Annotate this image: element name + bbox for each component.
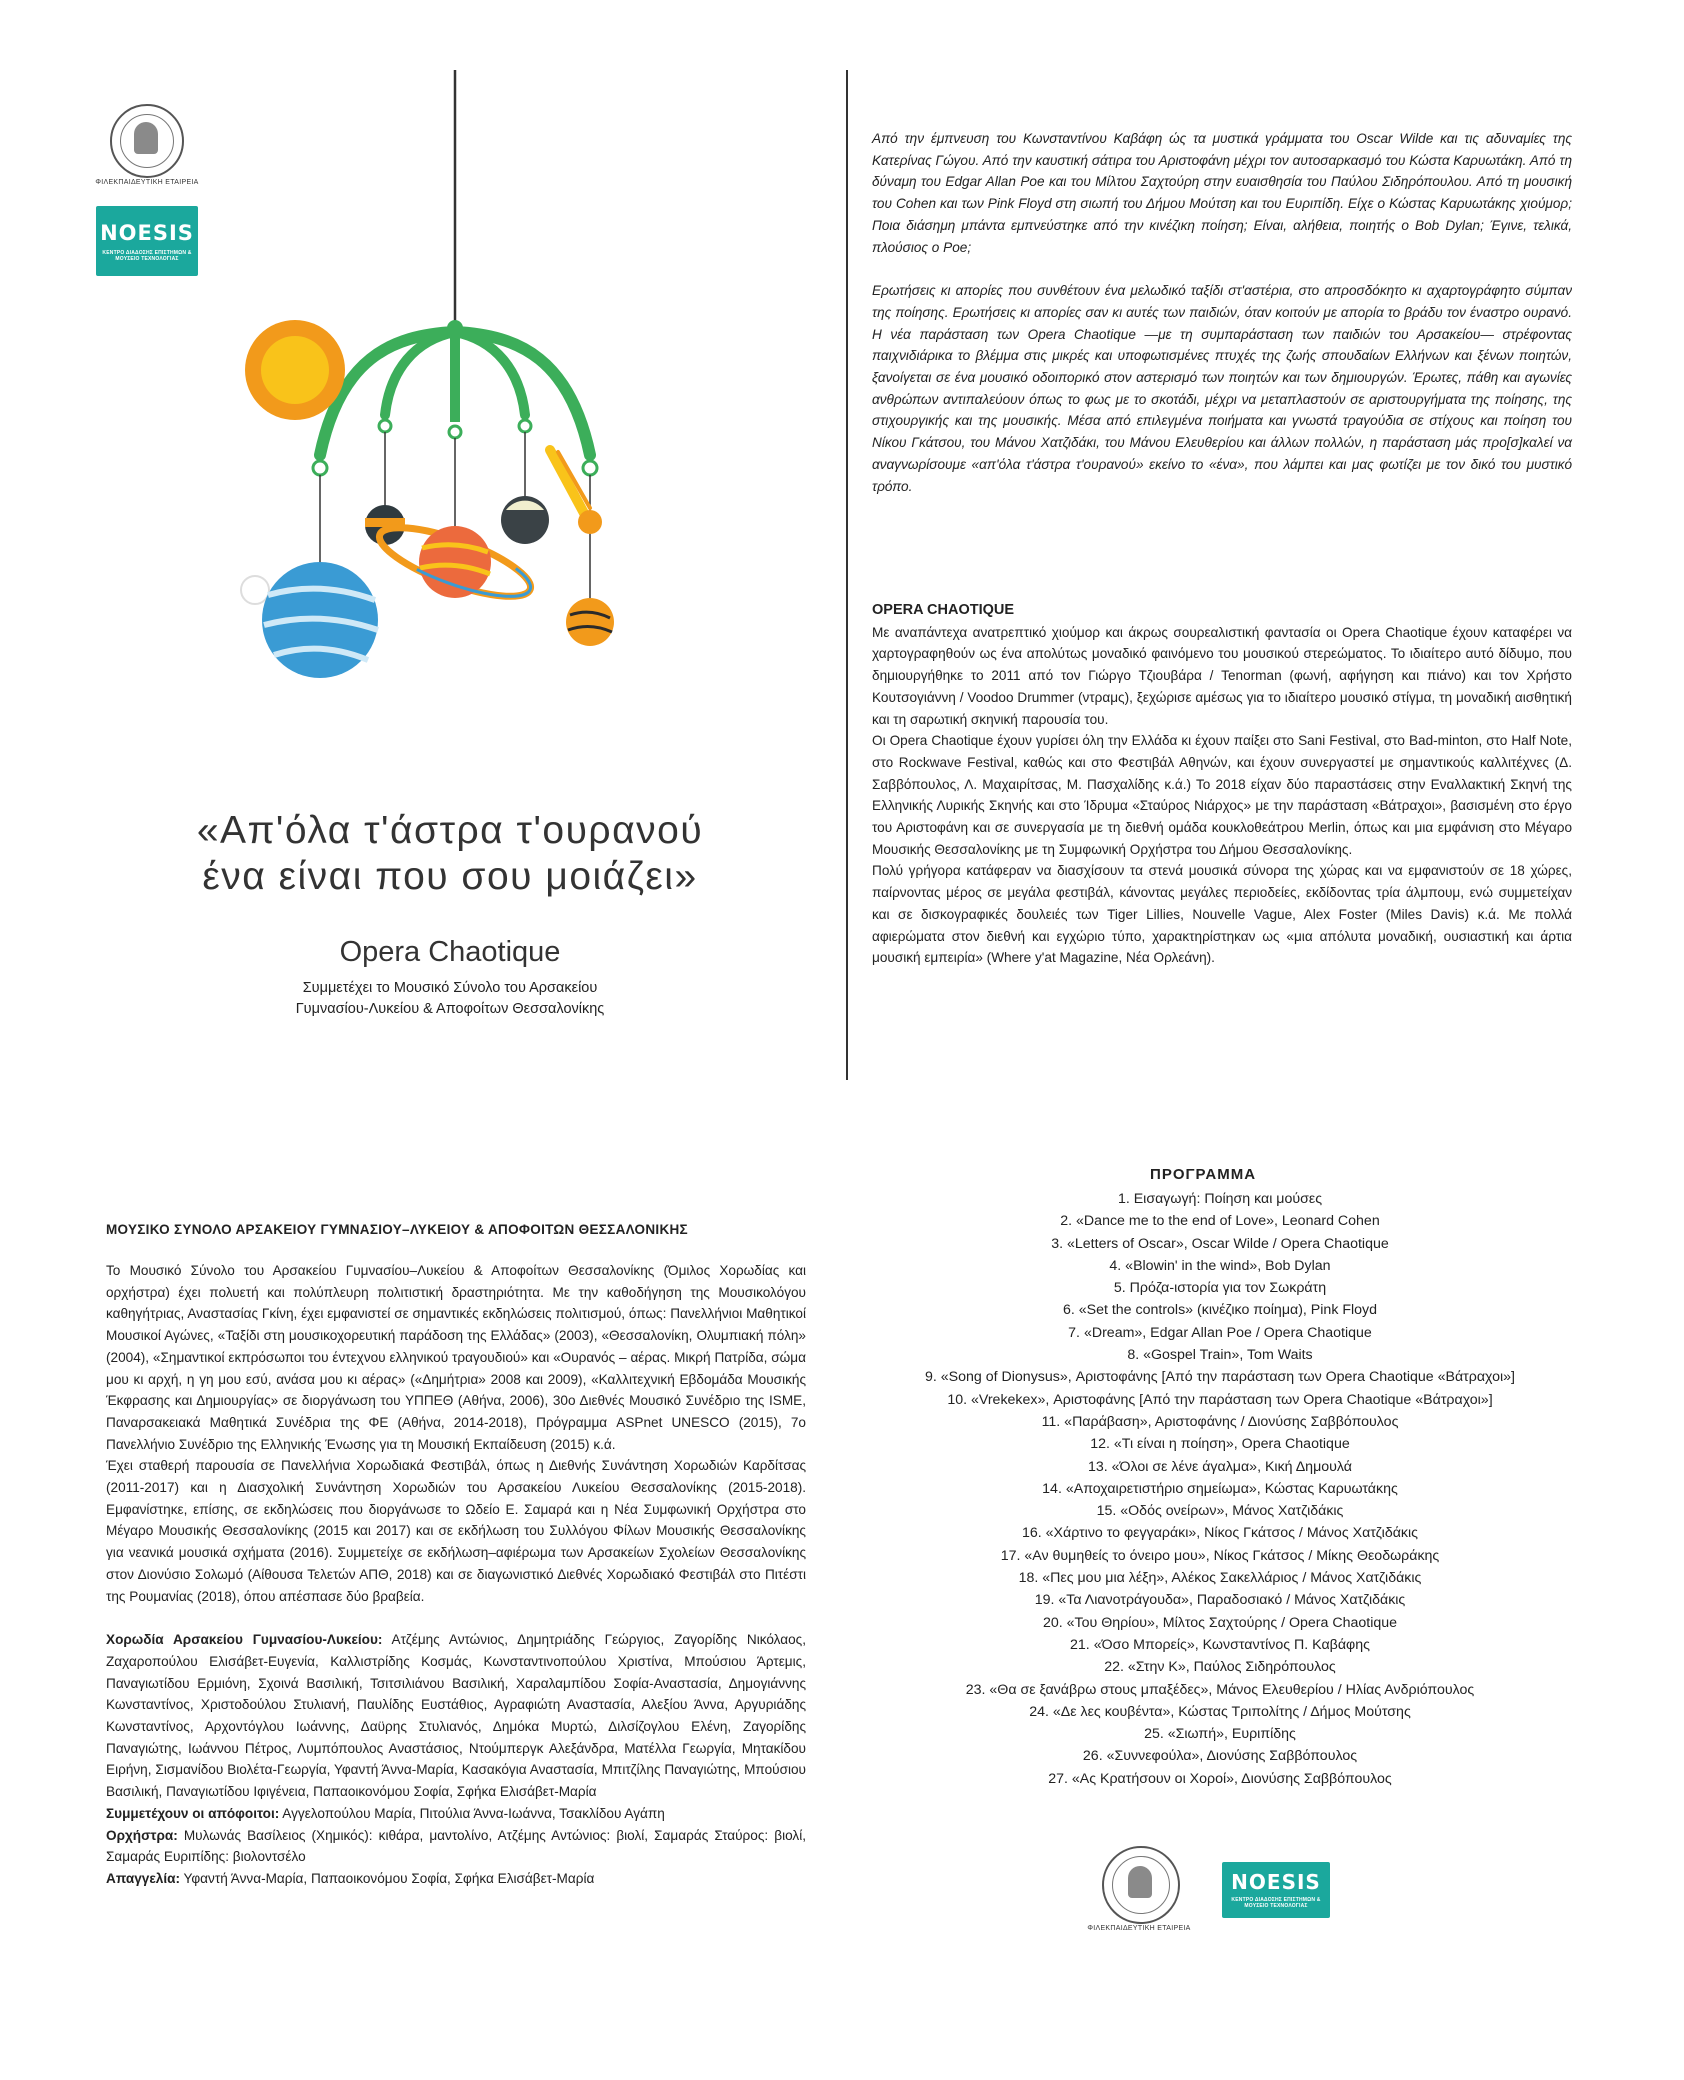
- sun-icon: [245, 320, 345, 420]
- participation-line2: Γυμνασίου-Λυκείου & Αποφοίτων Θεσσαλονίκης: [295, 1001, 605, 1017]
- ensemble-paragraph-1: Το Μουσικό Σύνολο του Αρσακείου Γυμνασίου–Λυκείου & Αποφοίτων Θεσσαλονίκης (Όμιλος Χορωδίας και ορχήστρα) έχει πολυετή και πολύπλευρη πολιτιστική δραστηριότητα. Με την καθοδήγηση της Μουσικολόγου καθηγήτριας, Αναστασίας Γκίνη, έχει εμφανιστεί σε σημαντικές εκδηλώσεις πολιτισμού, όπως: Πανελλήνιοι Μαθητικοί Μουσικοί Αγώνες, «Ταξίδι στη μουσικοχορευτική παράδοση της Ελλάδας» (2003), «Θεσσαλονίκη, Ολυμπιακή πόλη» (2004), «Σημαντικοί εκπρόσωποι του έντεχνου ελληνικού τραγουδιού» και «Ουρανός – αέρας. Μικρή Πατρίδα, σώμα μου κι αρχή, η γη μου εσύ, ανάσα μου κι αέρας» («Δημήτρια» 2008 και 2009), «Καλλιτεχνική Εβδομάδα Μουσικής Έκφρασης και Δημιουργίας» σε διοργάνωση του ΥΠΠΕΘ (Αθήνα, 2006), 30ο Διεθνές Μουσικό Συνέδριο της ISME, Παναρσακειακά Μαθητικά Συνέδρια της ΦΕ (Αθήνα, 2014-2018), Πρόγραμμα ASPnet UNESCO (2015), 7ο Πανελλήνιο Συνέδριο της Ελληνικής Ένωσης για τη Μουσική Εκπαίδευση (2015) κ.ά.: [106, 1263, 806, 1452]
- programme-item: 2. «Dance me to the end of Love», Leonard Cohen: [1060, 1213, 1380, 1230]
- event-title-line1: «Απ'όλα τ'άστρα τ'ουρανού: [196, 809, 704, 852]
- programme-item: 1. Εισαγωγή: Ποίηση και μούσες: [1117, 1191, 1323, 1207]
- programme-item: 19. «Τα Λιανοτράγουδα», Παραδοσιακό / Μάνος Χατζιδάκις: [1034, 1592, 1406, 1609]
- choir-names: Ατζέμης Αντώνιος, Δημητριάδης Γεώργιος, Ζαγορίδης Νικόλαος, Ζαχαροπούλου Ελισάβετ-Ευγενία, Καλλιστρίδης Κοσμάς, Κωνσταντινοπούλου Χριστίνα, Μπούσιου Άρτεμις, Παναγιωτίδου Ερμιόνη, Σχοινά Βασιλική, Τσιτσιλιάνου Βασιλική, Χαραλαμπίδου Σοφία-Αναστασία, Δημογιάννης Κωνσταντίνος, Χριστοδούλου Στυλιανή, Παυλίδης Ευστάθιος, Αγραφιώτη Αναστασία, Αλεξίου Άννα, Αργυριάδης Κωνσταντίνος, Αρχοντόγλου Ιωάννης, Δαϋρης Στυλιανός, Δημόκα Μυρτώ, Διλσίζογλου Ελένη, Ζαγορίδης Παναγιώτης, Ιωάννου Πέτρος, Λυμπόπουλος Αναστάσιος, Ντούμπεργκ Αλεξάνδρα, Ματέλλα Γεωργία, Μητακίδου Ειρήνη, Σισμανίδου Βιολέτα-Γεωργία, Υφαντή Άννα-Μαρία, Κασακόγια Αναστασία, Μπιτζίλης Παναγιώτης, Μπούσιου Βασιλική, Παναγιωτίδου Ιφιγένεια, Παπαοικονόμου Σοφία, Σφήκα Ελισάβετ-Μαρία: [106, 1632, 806, 1800]
- programme-title: ΠΡΟΓΡΑΜΜΑ: [1150, 1166, 1257, 1183]
- programme-item: 18. «Πες μου μια λέξη», Αλέκος Σακελλάριος / Μάνος Χατζιδάκις: [1018, 1570, 1422, 1587]
- philekpaideftiki-seal-logo: [110, 104, 184, 178]
- noesis-subtitle: ΚΕΝΤΡΟ ΔΙΑΔΟΣΗΣ ΕΠΙΣΤΗΜΩΝ & ΜΟΥΣΕΙΟ ΤΕΧΝΟΛΟΓΙΑΣ: [102, 250, 192, 262]
- column-divider: [846, 70, 848, 1080]
- event-title-line2: ένα είναι που σου μοιάζει»: [202, 855, 698, 898]
- opera-chaotique-section: [872, 600, 1572, 969]
- programme-list: [840, 1188, 1600, 1790]
- choir-credits: [106, 1629, 806, 1803]
- programme-item: 11. «Παράβαση», Αριστοφάνης / Διονύσης Σαββόπουλος: [1041, 1413, 1399, 1430]
- recital-names: Υφαντή Άννα-Μαρία, Παπαοικονόμου Σοφία, Σφήκα Ελισάβετ-Μαρία: [180, 1870, 595, 1886]
- alumni-names: Αγγελοπούλου Μαρία, Πιτούλια Άννα-Ιωάννα, Τσακλίδου Αγάπη: [279, 1805, 665, 1821]
- recital-credits: [106, 1868, 806, 1890]
- programme-item: 16. «Χάρτινο το φεγγαράκι», Νίκος Γκάτσος / Μάνος Χατζιδάκις: [1021, 1525, 1419, 1542]
- moon-planet-icon: [501, 496, 549, 544]
- noesis-logo-bottom: [1222, 1862, 1330, 1918]
- programme-item: 20. «Του Θηρίου», Μίλτος Σαχτούρης / Opera Chaotique: [1042, 1614, 1398, 1631]
- programme-item: 6. «Set the controls» (κινέζικο ποίημα), Pink Floyd: [1062, 1302, 1378, 1319]
- alumni-credits: [106, 1803, 806, 1825]
- seal-caption-bottom: ΦΙΛΕΚΠΑΙΔΕΥΤΙΚΗ ΕΤΑΙΡΕΙΑ: [1087, 1925, 1191, 1932]
- philekpaideftiki-seal-logo-bottom: [1102, 1846, 1180, 1924]
- noesis-name: NOESIS: [100, 221, 194, 245]
- programme-item: 12. «Τι είναι η ποίηση», Opera Chaotique: [1090, 1436, 1350, 1453]
- programme-item: 7. «Dream», Edgar Allan Poe / Opera Chaotique: [1068, 1324, 1372, 1341]
- programme-item: 9. «Song of Dionysus», Αριστοφάνης [Από την παράσταση των Opera Chaotique «Βάτραχοι»]: [925, 1369, 1515, 1386]
- programme-item: 26. «Συννεφούλα», Διονύσης Σαββόπουλος: [1082, 1748, 1358, 1765]
- opera-paragraph-3: Πολύ γρήγορα κατάφεραν να διασχίσουν τα στενά μουσικά σύνορα της χώρας και να εμφανιστούν σε 18 χώρες, παίρνοντας μέρος σε μεγάλα φεστιβάλ, κάνοντας μεγάλες περιοδείες, εκδίδοντας τρία άλμπουμ, ενώ συμμετείχαν και σε δισκογραφικές δουλειές των Tiger Lillies, Nouvelle Vague, Alex Foster (Miles Davis) κ.ά. Με πολλά αφιερώματα στον διεθνή και εγχώριο τύπο, χαρακτηρίστηκαν ως «μια απόλυτα μοναδική, ουσιαστική και άρτια μουσική εμπειρία» (Where y'at Magazine, Νέα Ορλεάνη).: [872, 863, 1572, 966]
- orchestra-credits: [106, 1825, 806, 1868]
- opera-paragraph-2: Οι Opera Chaotique έχουν γυρίσει όλη την Ελλάδα κι έχουν παίξει στο Sani Festival, στο Bad-minton, στο Half Note, στο Rockwave Festival, καθώς και στο Φεστιβάλ Αθηνών, και έχουν συνεργαστεί με σημαντικούς καλλιτέχνες (Δ. Σαββόπουλος, Λ. Μαχαιρίτσας, Μ. Πασχαλίδης κ.ά.) Το 2018 είχαν δύο παραστάσεις στην Εναλλακτική Σκηνή της Ελληνικής Λυρικής Σκηνής και στο Ίδρυμα «Σταύρος Νιάρχος» με την παράσταση «Βάτραχοι», βασισμένη στο έργο του Αριστοφάνη και σε συνεργασία με τη διεθνή ομάδα κουκλοθεάτρου Merlin, όπως και μια εμφάνιση στο Μέγαρο Μουσικής Θεσσαλονίκης με τη Συμφωνική Ορχήστρα του Δήμου Θεσσαλονίκης.: [872, 733, 1572, 857]
- programme-item: 13. «Όλοι σε λένε άγαλμα», Κική Δημουλά: [1088, 1458, 1352, 1475]
- programme-item: 5. Πρόζα-ιστορία για τον Σωκράτη: [1113, 1280, 1327, 1297]
- programme-item: 23. «Θα σε ξανάβρω στους μπαξέδες», Μάνος Ελευθερίου / Ηλίας Ανδριόπουλος: [965, 1681, 1475, 1698]
- participation-line1: Συμμετέχει το Μουσικό Σύνολο του Αρσακείου: [302, 980, 598, 996]
- noesis-subtitle-bottom: ΚΕΝΤΡΟ ΔΙΑΔΟΣΗΣ ΕΠΙΣΤΗΜΩΝ & ΜΟΥΣΕΙΟ ΤΕΧΝΟΛΟΓΙΑΣ: [1231, 1897, 1321, 1909]
- programme-item: 15. «Οδός ονείρων», Μάνος Χατζιδάκις: [1096, 1503, 1344, 1520]
- noesis-logo: [96, 206, 198, 276]
- programme-item: 10. «Vrekekex», Αριστοφάνης [Από την παράσταση των Opera Chaotique «Βάτραχοι»]: [947, 1391, 1493, 1408]
- seal-caption: ΦΙΛΕΚΠΑΙΔΕΥΤΙΚΗ ΕΤΑΙΡΕΙΑ: [95, 179, 199, 186]
- ensemble-title: ΜΟΥΣΙΚΟ ΣΥΝΟΛΟ ΑΡΣΑΚΕΙΟΥ ΓΥΜΝΑΣΙΟΥ–ΛΥΚΕΙΟΥ & ΑΠΟΦΟΙΤΩΝ ΘΕΣΣΑΛΟΝΙΚΗΣ: [106, 1222, 688, 1237]
- programme-item: 22. «Στην Κ», Παύλος Σιδηρόπουλος: [1104, 1659, 1336, 1676]
- noesis-name-bottom: NOESIS: [1231, 1870, 1321, 1894]
- programme-item: 8. «Gospel Train», Tom Waits: [1127, 1347, 1313, 1364]
- programme-item: 24. «Δε λες κουβέντα», Κώστας Τριπολίτης / Δήμος Μούτσης: [1029, 1703, 1411, 1720]
- blue-planet-icon: [241, 562, 378, 678]
- orchestra-names: Μυλωνάς Βασίλειος (Χημικός): κιθάρα, μαντολίνο, Ατζέμης Αντώνιος: βιολί, Σαμαράς Σταύρος: βιολί, Σαμαράς Ευριπίδης: βιολοντσέλο: [106, 1827, 806, 1865]
- intro-paragraph-2: Ερωτήσεις κι απορίες που συνθέτουν ένα μελωδικό ταξίδι στ'αστέρια, στο απροσδόκητο κι αχαρτογράφητο σύμπαν της ποίησης. Ερωτήσεις κι απορίες σαν κι αυτές των παιδιών, όταν κοιτούν με απορία το βράδυ τον έναστρο ουρανό. Η νέα παράσταση των Opera Chaotique —με τη συμπαράσταση των παιδιών του Αρσακείου— στρέφοντας παιχνιδιάρικα το βλέμμα στις μικρές και υποφωτισμένες πτυχές της ζωής σπουδαίων Ελλήνων και ξένων ποιητών, ξανοίγεται σε ένα μουσικό οδοιπορικό στον αστερισμό των ποιητών και των δημιουργών. Έρωτες, πάθη και αγωνίες ανθρώπων αντιπαλεύουν όπως το φως με το σκοτάδι, μέχρι να μεταπλαστούν σε αριστουργήματα της ποίησης, της στιχουργικής και της μουσικής. Μέσα από επιλεγμένα ποιήματα και γνωστά τραγούδια σε στίχους και ποίηση του Νίκου Γκάτσου, του Μάνου Χατζιδάκι, του Μάνου Ελευθερίου και άλλων πολλών, η παράσταση μάς προ[σ]καλεί να αναγνωρίσουμε «απ'όλα τ'άστρα τ'ουρανού» εκείνο το «ένα», που λάμπει και μας φωτίζει με τον δικό του μυστικό τρόπο.: [872, 283, 1572, 494]
- programme-item: 25. «Σιωπή», Ευριπίδης: [1144, 1726, 1296, 1743]
- ensemble-section: [106, 1260, 806, 1890]
- recital-label: Απαγγελία:: [106, 1870, 180, 1886]
- planet-mobile-illustration: [240, 70, 760, 710]
- alumni-label: Συμμετέχουν οι απόφοιτοι:: [106, 1805, 280, 1821]
- programme-item: 21. «Όσο Μπορείς», Κωνσταντίνος Π. Καβάφης: [1070, 1636, 1370, 1653]
- ensemble-paragraph-2: Έχει σταθερή παρουσία σε Πανελλήνια Χορωδιακά Φεστιβάλ, όπως η Διεθνής Συνάντηση Χορωδιών Καρδίτσας (2011-2017) και η Διασχολική Συνάντηση Χορωδιών του Αρσακείου Λυκείου Θεσσαλονίκης (2015-2018). Εμφανίστηκε, επίσης, σε εκδηλώσεις που διοργάνωσε το Ωδείο Ε. Σαμαρά και η Νέα Συμφωνική Ορχήστρα στο Μέγαρο Μουσικής Θεσσαλονίκης (2015 και 2017) και σε εκδήλωση του Συλλόγου Φίλων Μουσικής Θεσσαλονίκης για νεανικά μουσικά σχήματα (2016). Συμμετείχε σε εκδήλωση–αφιέρωμα των Αρσακείων Σχολείων Θεσσαλονίκης στον Διονύσιο Σολωμό (Αίθουσα Τελετών ΑΠΘ, 2018) και σε διαγωνιστικό Διεθνές Χορωδιακό Φεστιβάλ στο Πιτέστι της Ρουμανίας (2018), όπου απέσπασε δύο βραβεία.: [106, 1458, 806, 1604]
- programme-item: 27. «Ας Κρατήσουν οι Χοροί», Διονύσης Σαββόπουλος: [1048, 1770, 1392, 1787]
- choir-label: Χορωδία Αρσακείου Γυμνασίου-Λυκείου:: [106, 1632, 383, 1648]
- programme-item: 3. «Letters of Oscar», Oscar Wilde / Opera Chaotique: [1051, 1235, 1389, 1252]
- orange-planet-icon: [566, 598, 614, 646]
- intro-paragraph-1: Από την έμπνευση του Κωνσταντίνου Καβάφη ώς τα μυστικά γράμματα του Oscar Wilde και τις αδυναμίες της Κατερίνας Γώγου. Από την καυστική σάτιρα του Αριστοφάνη μέχρι τον αυτοσαρκασμό του Κώστα Καρυωτάκη. Από τη δύναμη του Edgar Allan Poe και του Μίλτου Σαχτούρη στην ευαισθησία του Παύλου Σιδηρόπουλου. Από τη μουσική του Cohen και των Pink Floyd στη σιωπή του Δήμου Μούτση και του Ευριπίδη. Είχε ο Κώστας Καρυωτάκης χιούμορ; Ποια διάσημη μπάντα εμπνεύστηκε από την κινέζικη ποίηση; Είναι, αλήθεια, ποιητής ο Bob Dylan; Έγινε, τελικά, πλούσιος ο Poe;: [872, 131, 1572, 255]
- opera-chaotique-heading: OPERA CHAOTIQUE: [872, 602, 1015, 618]
- programme-item: 17. «Αν θυμηθείς το όνειρο μου», Νίκος Γκάτσος / Μίκης Θεοδωράκης: [1000, 1547, 1440, 1564]
- programme-item: 14. «Αποχαιρετιστήριο σημείωμα», Κώστας Καρυωτάκης: [1042, 1480, 1398, 1497]
- intro-section: [872, 128, 1572, 497]
- opera-paragraph-1: Με αναπάντεχα ανατρεπτικό χιούμορ και άκρως σουρεαλιστική φαντασία οι Opera Chaotique έχουν καταφέρει να χαρτογραφηθούν ως ένα απολύτως μοναδικό φαινόμενο του μουσικού στερεώματος. Το ιδιαίτερο αυτό δίδυμο, που δημιουργήθηκε το 2011 από τον Γιώργο Τζιουβάρα / Tenorman (φωνή, αφήγηση και πιάνο) και τον Χρήστο Κουτσογιάννη / Voodoo Drummer (ντραμς), ξεχώρισε αμέσως για το ιδιαίτερο μουσικό στίγμα, τη μοναδική αισθητική και τη σαρωτική σκηνική παρουσία του.: [872, 624, 1572, 727]
- programme-item: 4. «Blowin' in the wind», Bob Dylan: [1109, 1257, 1331, 1274]
- opera-chaotique-title: Opera Chaotique: [339, 936, 561, 968]
- orchestra-label: Ορχήστρα:: [106, 1827, 178, 1843]
